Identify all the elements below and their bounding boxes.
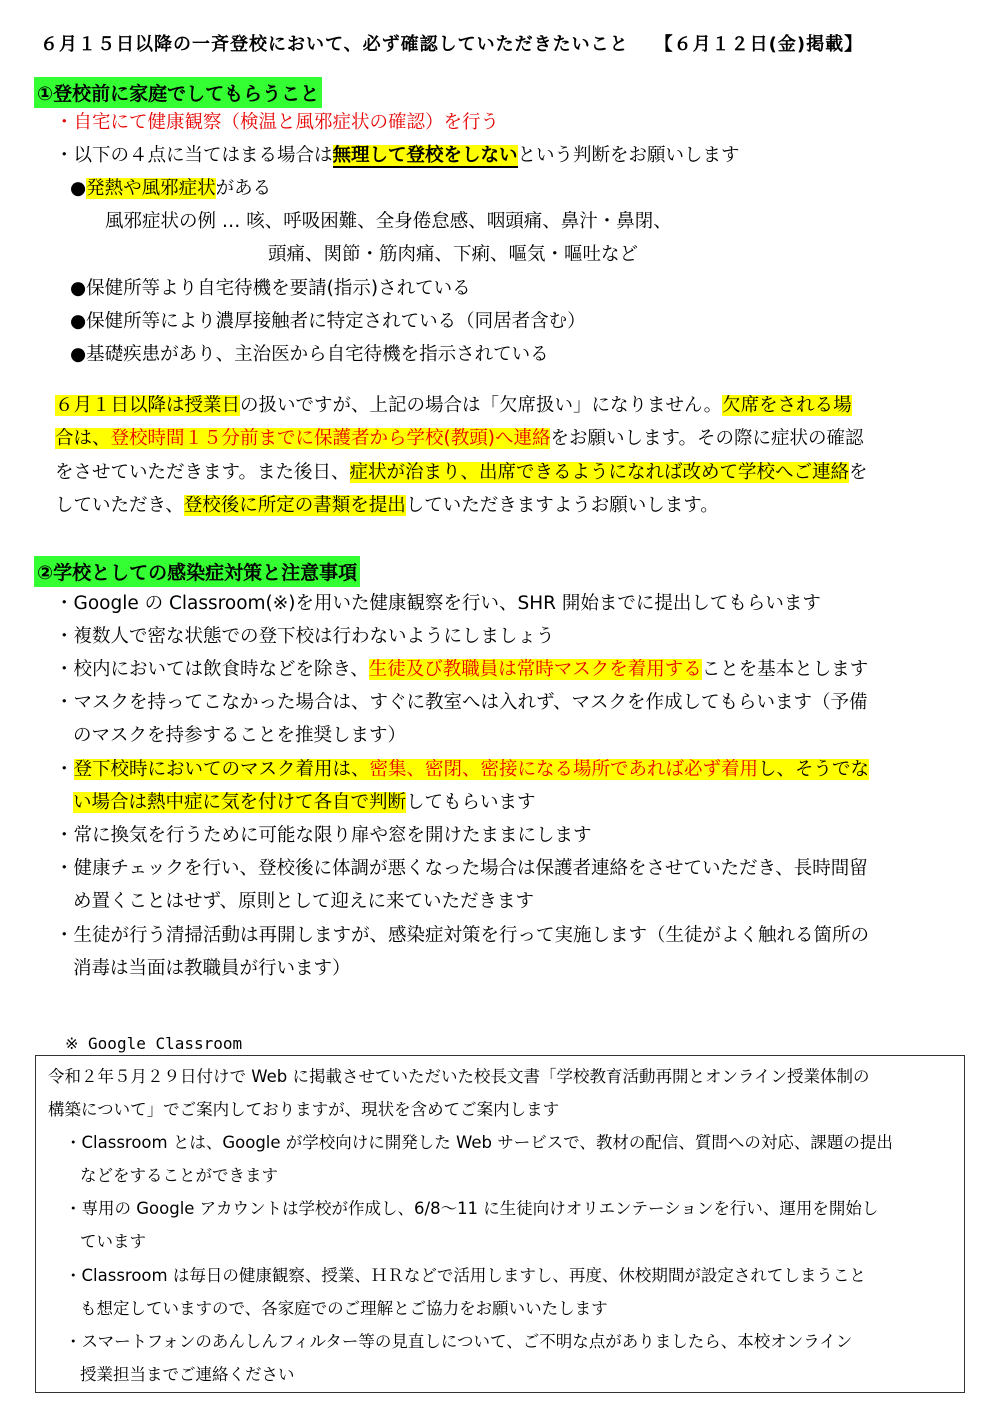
section2-item-no-mask-line2: のマスクを持参することを推奨します） bbox=[73, 725, 407, 746]
section2-item-mask-commute-line2 bbox=[73, 786, 536, 819]
section2-item-mask-school bbox=[55, 653, 868, 686]
text: してもらいます bbox=[406, 792, 536, 813]
highlight: 欠席をされる場 bbox=[722, 395, 852, 416]
text: をお願いします。その際に症状の確認 bbox=[550, 428, 864, 449]
absence-paragraph-line2 bbox=[55, 422, 863, 455]
note-bullet1-line2: などをすることができます bbox=[80, 1166, 278, 1185]
absence-paragraph-line3 bbox=[55, 456, 868, 489]
text: の扱いですが、上記の場合は「欠席扱い」になりません。 bbox=[240, 395, 723, 416]
section2-item-cleaning-line1: ・生徒が行う清掃活動は再開しますが、感染症対策を行って実施します（生徒がよく触れる箇所の bbox=[55, 925, 870, 946]
note-intro-line2: 構築について」でご案内しておりますが、現状を含めてご案内します bbox=[48, 1100, 560, 1119]
note-bullet4-line1: ・スマートフォンのあんしんフィルター等の見直しについて、ご不明な点がありましたら、本校オンライン bbox=[65, 1332, 853, 1351]
section2-item-no-mask-line1: ・マスクを持ってこなかった場合は、すぐに教室へは入れず、マスクを作成してもらいます（予備 bbox=[55, 692, 868, 713]
highlight: 合は、 bbox=[55, 428, 111, 449]
note-bullet4-line2: 授業担当までご連絡ください bbox=[80, 1365, 295, 1384]
section2-item-commute: ・複数人で密な状態での登下校は行わないようにしましょう bbox=[55, 626, 555, 647]
highlight-fever: 発熱や風邪症状 bbox=[86, 178, 216, 199]
text: していただき、 bbox=[55, 495, 184, 516]
note-bullet3-line2: も想定していますので、各家庭でのご理解とご協力をお願いいたします bbox=[80, 1299, 608, 1318]
text: ・ bbox=[55, 759, 74, 780]
text: を bbox=[849, 462, 868, 483]
title-main: ６月１５日以降の一斉登校において、必ず確認していただきたいこと bbox=[40, 34, 629, 55]
highlight: ６月１日以降は授業日 bbox=[55, 395, 241, 416]
text: ・以下の４点に当てはまる場合は bbox=[55, 145, 333, 166]
section2-item-health-check-line2: め置くことはせず、原則として迎えに来ていただきます bbox=[73, 891, 535, 912]
title-date: 【６月１２日(金)掲載】 bbox=[654, 34, 864, 55]
emphasis-do-not-attend: 無理して登校をしない bbox=[332, 145, 518, 166]
text: ・校内においては飲食時などを除き、 bbox=[55, 659, 369, 680]
symptom-examples-line1: 風邪症状の例 … 咳、呼吸困難、全身倦怠感、咽頭痛、鼻汁・鼻閉、 bbox=[105, 211, 672, 232]
section2-item-cleaning-line2: 消毒は当面は教職員が行います） bbox=[73, 958, 351, 979]
absence-paragraph-line1 bbox=[55, 389, 852, 422]
section1-item-health-check: ・自宅にて健康観察（検温と風邪症状の確認）を行う bbox=[55, 112, 500, 133]
text: ことを基本とします bbox=[701, 659, 869, 680]
section2-heading: ②学校としての感染症対策と注意事項 bbox=[34, 556, 360, 587]
section2-item-mask-commute-line1 bbox=[55, 753, 869, 786]
highlight-red: 登校時間１５分前までに保護者から学校(教頭)へ連絡 bbox=[110, 428, 551, 449]
condition-close-contact: ●保健所等により濃厚接触者に特定されている（同居者含む） bbox=[70, 311, 586, 332]
highlight: 登下校時においてのマスク着用は、 bbox=[73, 759, 370, 780]
highlight: 症状が治まり、出席できるようになれば改めて学校へご連絡 bbox=[349, 462, 850, 483]
note-bullet2-line1: ・専用の Google アカウントは学校が作成し、6/8～11 に生徒向けオリエンテーションを行い、運用を開始し bbox=[65, 1199, 879, 1218]
bullet-icon: ● bbox=[70, 178, 87, 199]
condition-underlying-disease: ●基礎疾患があり、主治医から自宅待機を指示されている bbox=[70, 344, 549, 365]
note-bullet1-line1: ・Classroom とは、Google が学校向けに開発した Web サービスで、教材の配信、質問への対応、課題の提出 bbox=[65, 1133, 893, 1152]
highlight: し、そうでな bbox=[758, 759, 870, 780]
highlight-red: 生徒及び教職員は常時マスクを着用する bbox=[368, 659, 702, 680]
page-title bbox=[40, 30, 863, 56]
highlight: い場合は熱中症に気を付けて各自で判断 bbox=[73, 792, 407, 813]
text: をさせていただきます。また後日、 bbox=[55, 462, 350, 483]
absence-paragraph-line4 bbox=[55, 489, 719, 522]
section2-item-ventilation: ・常に換気を行うために可能な限り扉や窓を開けたままにします bbox=[55, 825, 592, 846]
section1-item-do-not-attend bbox=[55, 139, 740, 172]
highlight: 登校後に所定の書類を提出 bbox=[183, 495, 406, 516]
note-intro-line1: 令和２年５月２９日付けで Web に掲載させていただいた校長文書「学校教育活動再開とオンライン授業体制の bbox=[48, 1067, 870, 1086]
condition-fever bbox=[70, 172, 271, 205]
text: という判断をお願いします bbox=[517, 145, 740, 166]
highlight-red: 密集、密閉、密接になる場所であれば必ず着用 bbox=[369, 759, 759, 780]
symptom-examples-line2: 頭痛、関節・筋肉痛、下痢、嘔気・嘔吐など bbox=[268, 244, 639, 265]
text: していただきますようお願いします。 bbox=[405, 495, 719, 516]
note-bullet2-line2: ています bbox=[80, 1232, 146, 1251]
section1-heading: ①登校前に家庭でしてもらうこと bbox=[34, 77, 322, 108]
text: がある bbox=[215, 178, 272, 199]
note-heading: ※ Google Classroom bbox=[65, 1034, 243, 1053]
section2-item-health-check-line1: ・健康チェックを行い、登校後に体調が悪くなった場合は保護者連絡をさせていただき、長時間留 bbox=[55, 858, 868, 879]
condition-quarantine: ●保健所等より自宅待機を要請(指示)されている bbox=[70, 278, 471, 299]
note-bullet3-line1: ・Classroom は毎日の健康観察、授業、ＨＲなどで活用しますし、再度、休校期間が設定されてしまうこと bbox=[65, 1266, 866, 1285]
section2-item-classroom: ・Google の Classroom(※)を用いた健康観察を行い、SHR 開始までに提出してもらいます bbox=[55, 593, 821, 614]
